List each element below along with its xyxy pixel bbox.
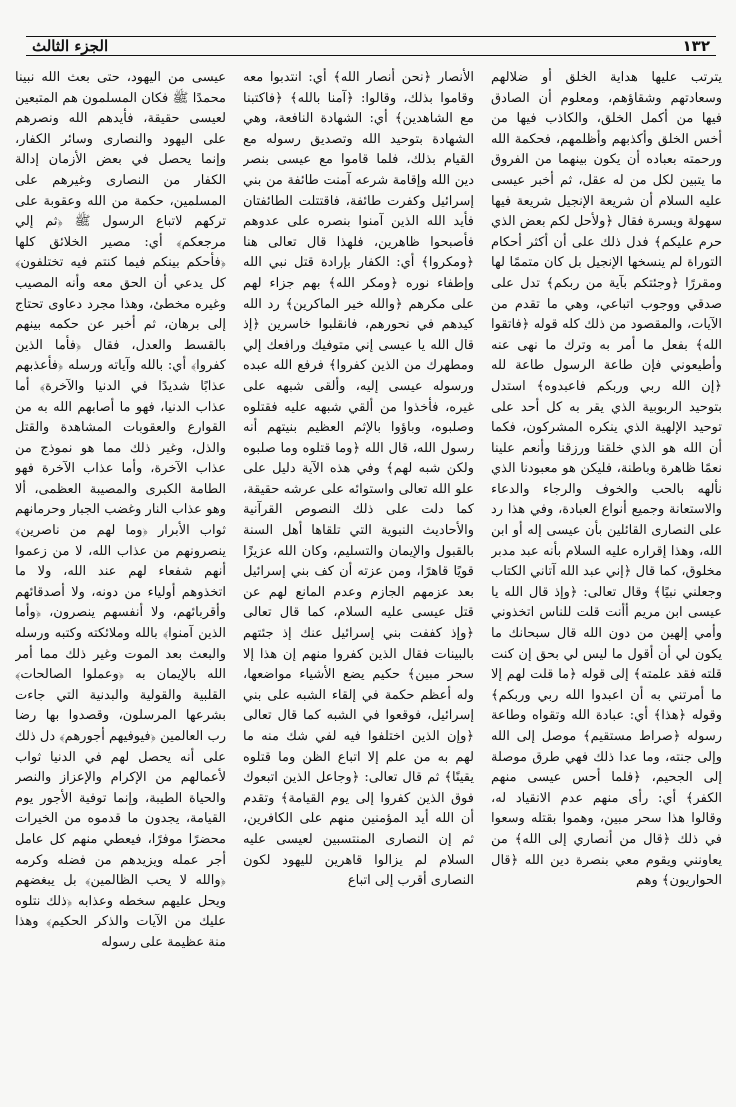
text-column-left	[15, 68, 226, 1098]
column-text: يترتب عليها هداية الخلق أو ضلالهم وسعادتهم وشقاؤهم، ومعلوم أن الصادق فيها من أكمل الخلق، والكاذب فيها من أخس الخلق وأكذبهم وأظلمهم، فحكمة الله ورحمته بعباده أن يكون بينهما من الفروق ما يتبين لكل من له عقل، ثم أخبر عيسى عليه السلام أن شريعة الإنجيل شريعة فيها سهولة ويسرة فقال ﴿ولأحل لكم بعض الذي حرم عليكم﴾ فدل ذلك على أن أكثر أحكام التوراة لم ينسخها الإنجيل بل كان متممًا لها ومقررًا ﴿وجئتكم بآية من ربكم﴾ تدل على صدقي ووجوب اتباعي، وهي ما تقدم من الآيات، والمقصود من ذلك كله قوله ﴿فاتقوا الله﴾ بفعل ما أمر به وترك ما نهى عنه وأطيعوني فإن طاعة الرسول طاعة لله ﴿إن الله ربي وربكم فاعبدوه﴾ استدل بتوحيد الربوبية الذي يقر به كل أحد على توحيد الإلهية الذي ينكره المشركون، فكما أن الله هو الذي خلقنا ورزقنا وأنعم علينا نعمًا ظاهرة وباطنة، فليكن هو معبودنا الذي نألهه بالحب والخوف والرجاء والدعاء والاستعانة وجميع أنواع العبادة، وفي هذا رد على النصارى القائلين بأن عيسى إله أو ابن الله، وهذا إقراره عليه السلام بأنه عبد مدبر مخلوق، كما قال ﴿إني عبد الله آتاني الكتاب وجعلني نبيًا﴾ وقال تعالى: ﴿وإذ قال الله يا عيسى ابن مريم أأنت قلت للناس اتخذوني وأمي إلهين من دون الله قال سبحانك ما يكون لي أن أقول ما ليس لي بحق إن كنت قلته فقد علمته﴾ إلى قوله ﴿ما قلت لهم إلا ما أمرتني به أن اعبدوا الله ربي وربكم﴾ وقوله ﴿هذا﴾ أي: عبادة الله وتقواه وطاعة رسوله ﴿صراط مستقيم﴾ موصل إلى الله وإلى جنته، وما عدا ذلك فهي طرق موصلة إلى الجحيم، ﴿فلما أحس عيسى منهم الكفر﴾ أي: رأى منهم عدم الانقياد له، وقالوا هذا سحر مبين، وهموا بقتله وسعوا في ذلك ﴿قال من أنصاري إلى الله﴾ من يعاونني ويقوم معي بنصرة دين الله ﴿قال الحواريون﴾ وهم	[491, 70, 722, 889]
page-header	[26, 36, 716, 56]
part-title: الجزء الثالث	[32, 37, 109, 55]
page-number: ١٣٢	[682, 37, 710, 55]
text-column-right	[491, 68, 722, 1098]
column-text: عيسى من اليهود، حتى بعث الله نبينا محمدًا ﷺ فكان المسلمون هم المتبعين لعيسى حقيقة، فأيدهم الله ونصرهم على اليهود والنصارى وسائر الكفار، وإنما يحصل في بعض الأزمان إدالة الكفار من النصارى وغيرهم على المسلمين، حكمة من الله وعقوبة على تركهم لاتباع الرسول ﷺ ﴿ثم إلي مرجعكم﴾ أي: مصير الخلائق كلها ﴿فأحكم بينكم فيما كنتم فيه تختلفون﴾ كل يدعي أن الحق معه وأنه المصيب وغيره مخطئ، وهذا مجرد دعاوى تحتاج إلى برهان، ثم أخبر عن حكمه بينهم بالقسط والعدل، فقال ﴿فأما الذين كفروا﴾ أي: بالله وآياته ورسله ﴿فأعذبهم عذابًا شديدًا في الدنيا والآخرة﴾ أما عذاب الدنيا، فهو ما أصابهم الله به من القوارع والعقوبات المشاهدة والقتل والذل، وغير ذلك مما هو نموذج من عذاب الآخرة، وأما عذاب الآخرة فهو الطامة الكبرى والمصيبة العظمى، ألا وهو عذاب النار وغضب الجبار وحرمانهم ثواب الأبرار ﴿وما لهم من ناصرين﴾ ينصرونهم من عذاب الله، لا من زعموا أنهم شفعاء لهم عند الله، ولا ما اتخذوهم أولياء من دونه، ولا أصدقائهم وأقربائهم، ولا أنفسهم ينصرون، ﴿وأما الذين آمنوا﴾ بالله وملائكته وكتبه ورسله والبعث بعد الموت وغير ذلك مما أمر الله بالإيمان به ﴿وعملوا الصالحات﴾ القلبية والقولية والبدنية التي جاءت بشرعها المرسلون، وقصدوا بها رضا رب العالمين ﴿فيوفيهم أجورهم﴾ دل ذلك على أنه يحصل لهم في الدنيا ثواب لأعمالهم من الإكرام والإعزاز والنصر والحياة الطيبة، وإنما توفية الأجور يوم القيامة، يجدون ما قدموه من الخيرات محضرًا موفرًا، فيعطي منهم كل عامل أجر عمله ويزيدهم من فضله وكرمه ﴿والله لا يحب الظالمين﴾ بل يبغضهم ويحل عليهم سخطه وعذابه ﴿ذلك نتلوه عليك من الآيات والذكر الحكيم﴾ وهذا منة عظيمة على رسوله	[15, 70, 226, 950]
column-text: الأنصار ﴿نحن أنصار الله﴾ أي: انتدبوا معه وقاموا بذلك، وقالوا: ﴿آمنا بالله﴾ ﴿فاكتبنا مع الشاهدين﴾ أي: الشهادة النافعة، وهي الشهادة بتوحيد الله وتصديق رسوله مع القيام بذلك، فلما قاموا مع عيسى بنصر دين الله وإقامة شرعه آمنت طائفة من بني إسرائيل وكفرت طائفة، فاقتتلت الطائفتان فأيد الله الذين آمنوا بنصره على عدوهم فأصبحوا ظاهرين، فلهذا قال تعالى هنا ﴿ومكروا﴾ أي: الكفار بإرادة قتل نبي الله وإطفاء نوره ﴿ومكر الله﴾ بهم جزاء لهم على مكرهم ﴿والله خير الماكرين﴾ رد الله كيدهم في نحورهم، فانقلبوا خاسرين ﴿إذ قال الله يا عيسى إني متوفيك ورافعك إلي ومطهرك من الذين كفروا﴾ فرفع الله عبده ورسوله عيسى إليه، وألقى شبهه على غيره، فأخذوا من ألقي شبهه عليه فقتلوه وصلبوه، وباؤوا بالإثم العظيم بنيتهم أنه رسول الله، قال الله ﴿وما قتلوه وما صلبوه ولكن شبه لهم﴾ وفي هذه الآية دليل على علو الله تعالى واستوائه على عرشه حقيقة، كما دلت على ذلك النصوص القرآنية والأحاديث النبوية التي تلقاها أهل السنة بالقبول والإيمان والتسليم، وكان الله عزيزًا قويًا قاهرًا، ومن عزته أن كف بني إسرائيل بعد عزمهم الجازم وعدم المانع لهم عن قتل عيسى عليه السلام، كما قال تعالى ﴿وإذ كففت بني إسرائيل عنك إذ جئتهم بالبينات فقال الذين كفروا منهم إن هذا إلا سحر مبين﴾ حكيم يضع الأشياء مواضعها، وله أعظم حكمة في إلقاء الشبه على بني إسرائيل، فوقعوا في الشبه كما قال تعالى ﴿وإن الذين اختلفوا فيه لفي شك منه ما لهم به من علم إلا اتباع الظن وما قتلوه يقينًا﴾ ثم قال تعالى: ﴿وجاعل الذين اتبعوك فوق الذين كفروا إلى يوم القيامة﴾ وتقدم أن الله أيد المؤمنين منهم على الكافرين، ثم إن النصارى المنتسبين لعيسى عليه السلام لم يزالوا قاهرين لليهود لكون النصارى أقرب إلى اتباع	[243, 70, 474, 889]
text-column-middle	[243, 68, 474, 1098]
